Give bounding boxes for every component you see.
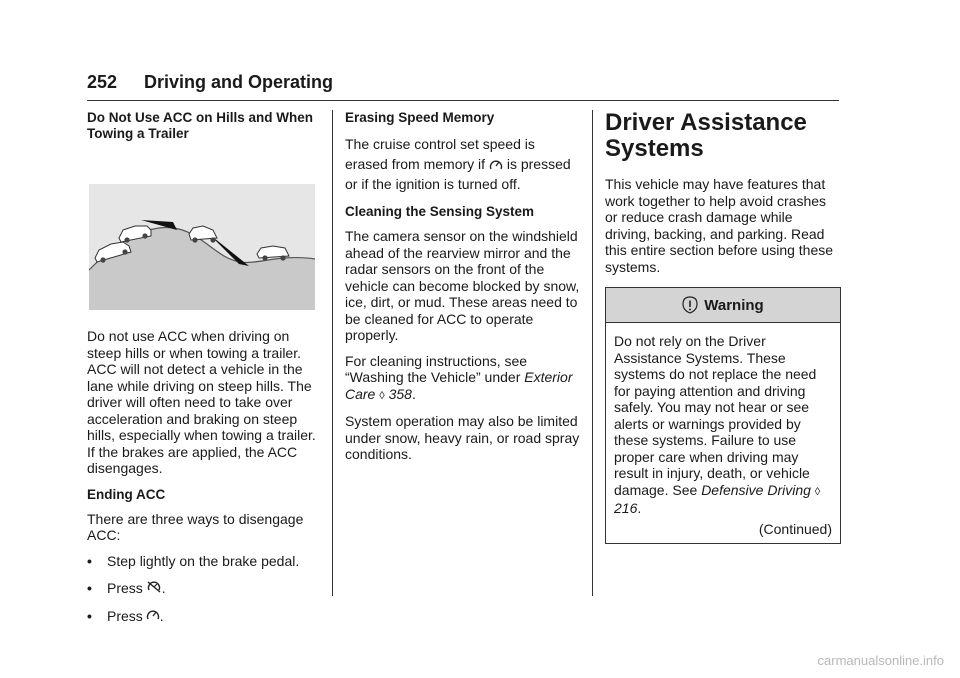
page-ref-icon: ◊ — [379, 389, 385, 402]
warning-text: Do not rely on the Driver Assistance Systems. These systems do not replace the need for paying attention and driving safely. You may not hear or see alerts or warnings provided by these systems. Failure to use proper care when driving may result in injury, death, or vehicle damage. See — [614, 333, 817, 498]
defensive-driving-link[interactable]: Defensive Driving — [701, 481, 811, 498]
cruise-cancel-icon — [146, 580, 162, 594]
column-divider — [332, 110, 333, 596]
watermark: carmanualsonline.info — [817, 653, 944, 668]
hills-heading: Do Not Use ACC on Hills and When Towing a Trailer — [87, 110, 313, 141]
exterior-care-link[interactable]: Exterior Care — [345, 369, 573, 402]
driver-assistance-title: Driver Assistance Systems — [605, 109, 807, 162]
bullet-text: Press — [107, 580, 143, 596]
cleaning-instructions — [345, 353, 581, 405]
ending-acc-heading: Ending ACC — [87, 486, 166, 502]
bullet-text: Step lightly on the brake pedal. — [107, 552, 300, 569]
page-ref-icon: ◊ — [814, 485, 821, 498]
driver-assistance-intro: This vehicle may have features that work together to help avoid crashes or reduce crash damage while driving, backing, and parking. Read this entire section before using these systems. — [605, 176, 834, 275]
limited-operation-body: System operation may also be limited under snow, heavy rain, or road spray conditions. — [345, 413, 580, 462]
cruise-control-icon — [146, 608, 160, 622]
page-number: 252 — [87, 72, 118, 92]
hill-illustration — [89, 184, 315, 310]
warning-title: Warning — [704, 296, 764, 314]
bullet-marker: • — [87, 580, 92, 596]
column-3 — [605, 110, 841, 544]
cruise-control-icon — [489, 158, 503, 172]
list-item — [87, 608, 323, 625]
erasing-speed-memory-body — [345, 134, 581, 194]
cleaning-sensing-heading: Cleaning the Sensing System — [345, 204, 535, 219]
bullet-marker: • — [87, 607, 92, 624]
page-reference[interactable]: 358 — [388, 385, 412, 402]
erasing-speed-memory-heading: Erasing Speed Memory — [345, 110, 495, 125]
column-1 — [87, 110, 323, 635]
bullet-marker: • — [87, 552, 92, 569]
period: . — [161, 580, 166, 596]
ending-acc-body: There are three ways to disengage ACC: — [87, 510, 304, 543]
erasing-text-1: The cruise control set speed is erased from memory if — [345, 136, 535, 172]
period: . — [411, 385, 416, 402]
column-2 — [345, 110, 581, 472]
period: . — [637, 500, 642, 516]
hill-cars-icon — [89, 184, 315, 310]
page-reference[interactable]: 216 — [614, 500, 638, 516]
section-title: Driving and Operating — [144, 72, 334, 92]
bullet-text: Press — [107, 607, 143, 624]
continued-label: (Continued) — [758, 520, 832, 537]
period: . — [159, 607, 164, 624]
column-divider — [592, 110, 593, 596]
cleaning-sensing-body: The camera sensor on the windshield ahead of the rearview mirror and the radar sensors on the front of the vehicle can become blocked by snow, ice, dirt, or mud. These areas need to be cleaned for ACC to operate properly. — [345, 228, 580, 343]
page-header — [87, 72, 839, 101]
warning-icon — [682, 296, 698, 314]
instructions-text: For cleaning instructions, see “Washing the Vehicle” under — [345, 352, 528, 385]
warning-box — [605, 287, 841, 544]
warning-header — [606, 288, 840, 323]
warning-body — [606, 323, 840, 543]
erasing-text-2: is pressed or if the ignition is turned off. — [345, 156, 571, 192]
hills-body: Do not use ACC when driving on steep hills or when towing a trailer. ACC will not detect a vehicle in the lane while driving on steep hills. The driver will often need to take over acceleration and braking on steep hills, especially when towing a trailer. If the brakes are applied, the ACC disengages. — [87, 328, 316, 476]
list-item — [87, 553, 323, 570]
list-item — [87, 580, 323, 597]
